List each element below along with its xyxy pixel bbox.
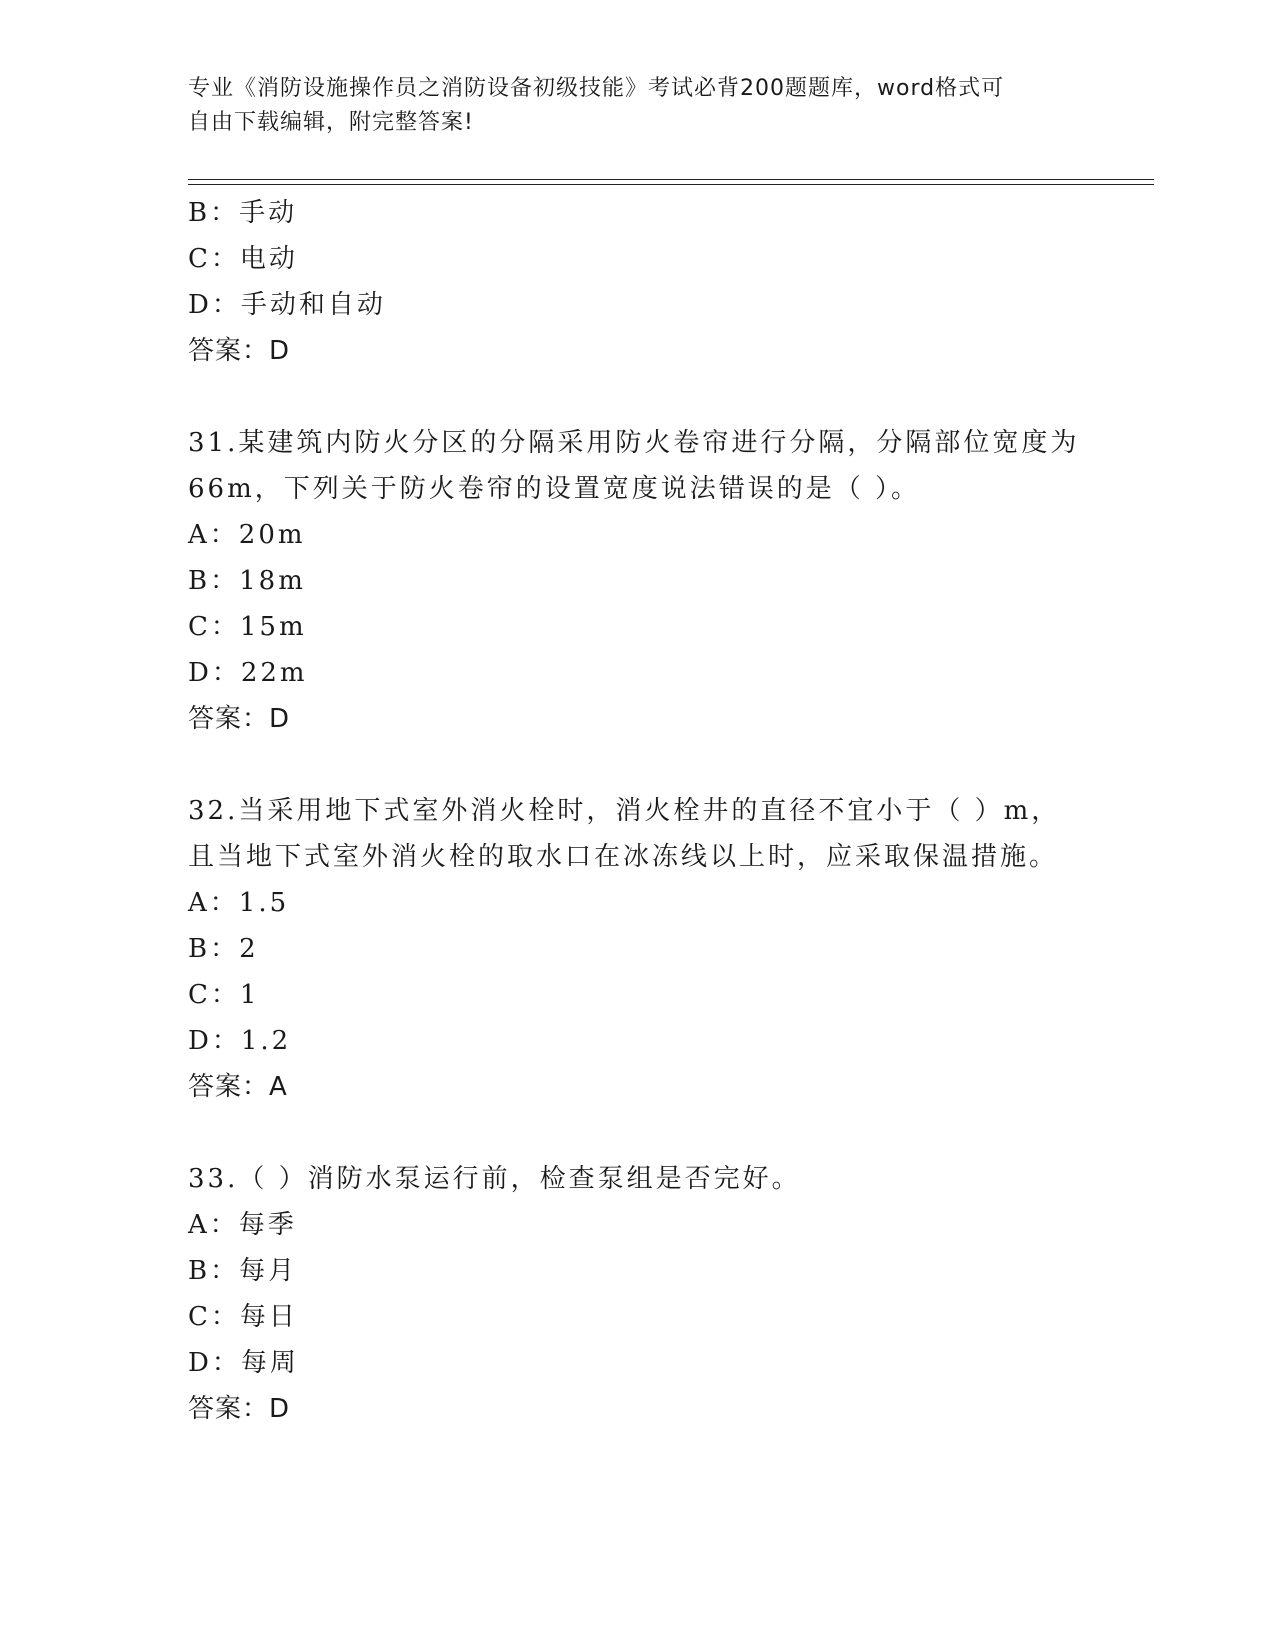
spacer [188,374,1148,420]
option-d: D：22m [188,658,308,688]
option-a: A：每季 [188,1210,297,1240]
option-d: D：每周 [188,1348,299,1378]
question-32 [188,788,1148,1110]
question-text-line-1: 33.（ ）消防水泵运行前，检查泵组是否完好。 [188,1164,801,1194]
option-c: C：电动 [188,244,298,274]
option-b: B：2 [188,934,259,964]
option-d: D：手动和自动 [188,290,386,320]
option-b: B：每月 [188,1256,298,1286]
option-c: C：1 [188,980,260,1010]
question-31 [188,420,1148,742]
page-header [188,72,1088,140]
question-text-line-1: 31.某建筑内防火分区的分隔采用防火卷帘进行分隔，分隔部位宽度为 [188,428,1080,458]
question-30-continued [188,190,1148,374]
spacer [188,1110,1148,1156]
header-line-1: 专业《消防设施操作员之消防设备初级技能》考试必背200题题库，word格式可 [188,76,1005,101]
header-line-2: 自由下载编辑，附完整答案! [188,110,474,135]
question-text-line-2: 66m，下列关于防火卷帘的设置宽度说法错误的是（ ）。 [188,474,921,504]
question-text-line-1: 32.当采用地下式室外消火栓时，消火栓井的直径不宜小于（ ）m， [188,796,1061,826]
header-divider-bottom [188,184,1154,185]
option-a: A：1.5 [188,888,290,918]
answer: 答案：D [188,704,291,734]
question-text-line-2: 且当地下式室外消火栓的取水口在冰冻线以上时，应采取保温措施。 [188,842,1059,872]
header-divider-top [188,179,1154,180]
option-a: A：20m [188,520,306,550]
answer: 答案：D [188,1394,291,1424]
option-d: D：1.2 [188,1026,292,1056]
option-c: C：15m [188,612,307,642]
question-33 [188,1156,1148,1432]
option-b: B：手动 [188,198,298,228]
option-c: C：每日 [188,1302,298,1332]
answer: 答案：D [188,336,291,366]
option-b: B：18m [188,566,306,596]
question-list [188,190,1148,1432]
spacer [188,742,1148,788]
answer: 答案：A [188,1072,288,1102]
